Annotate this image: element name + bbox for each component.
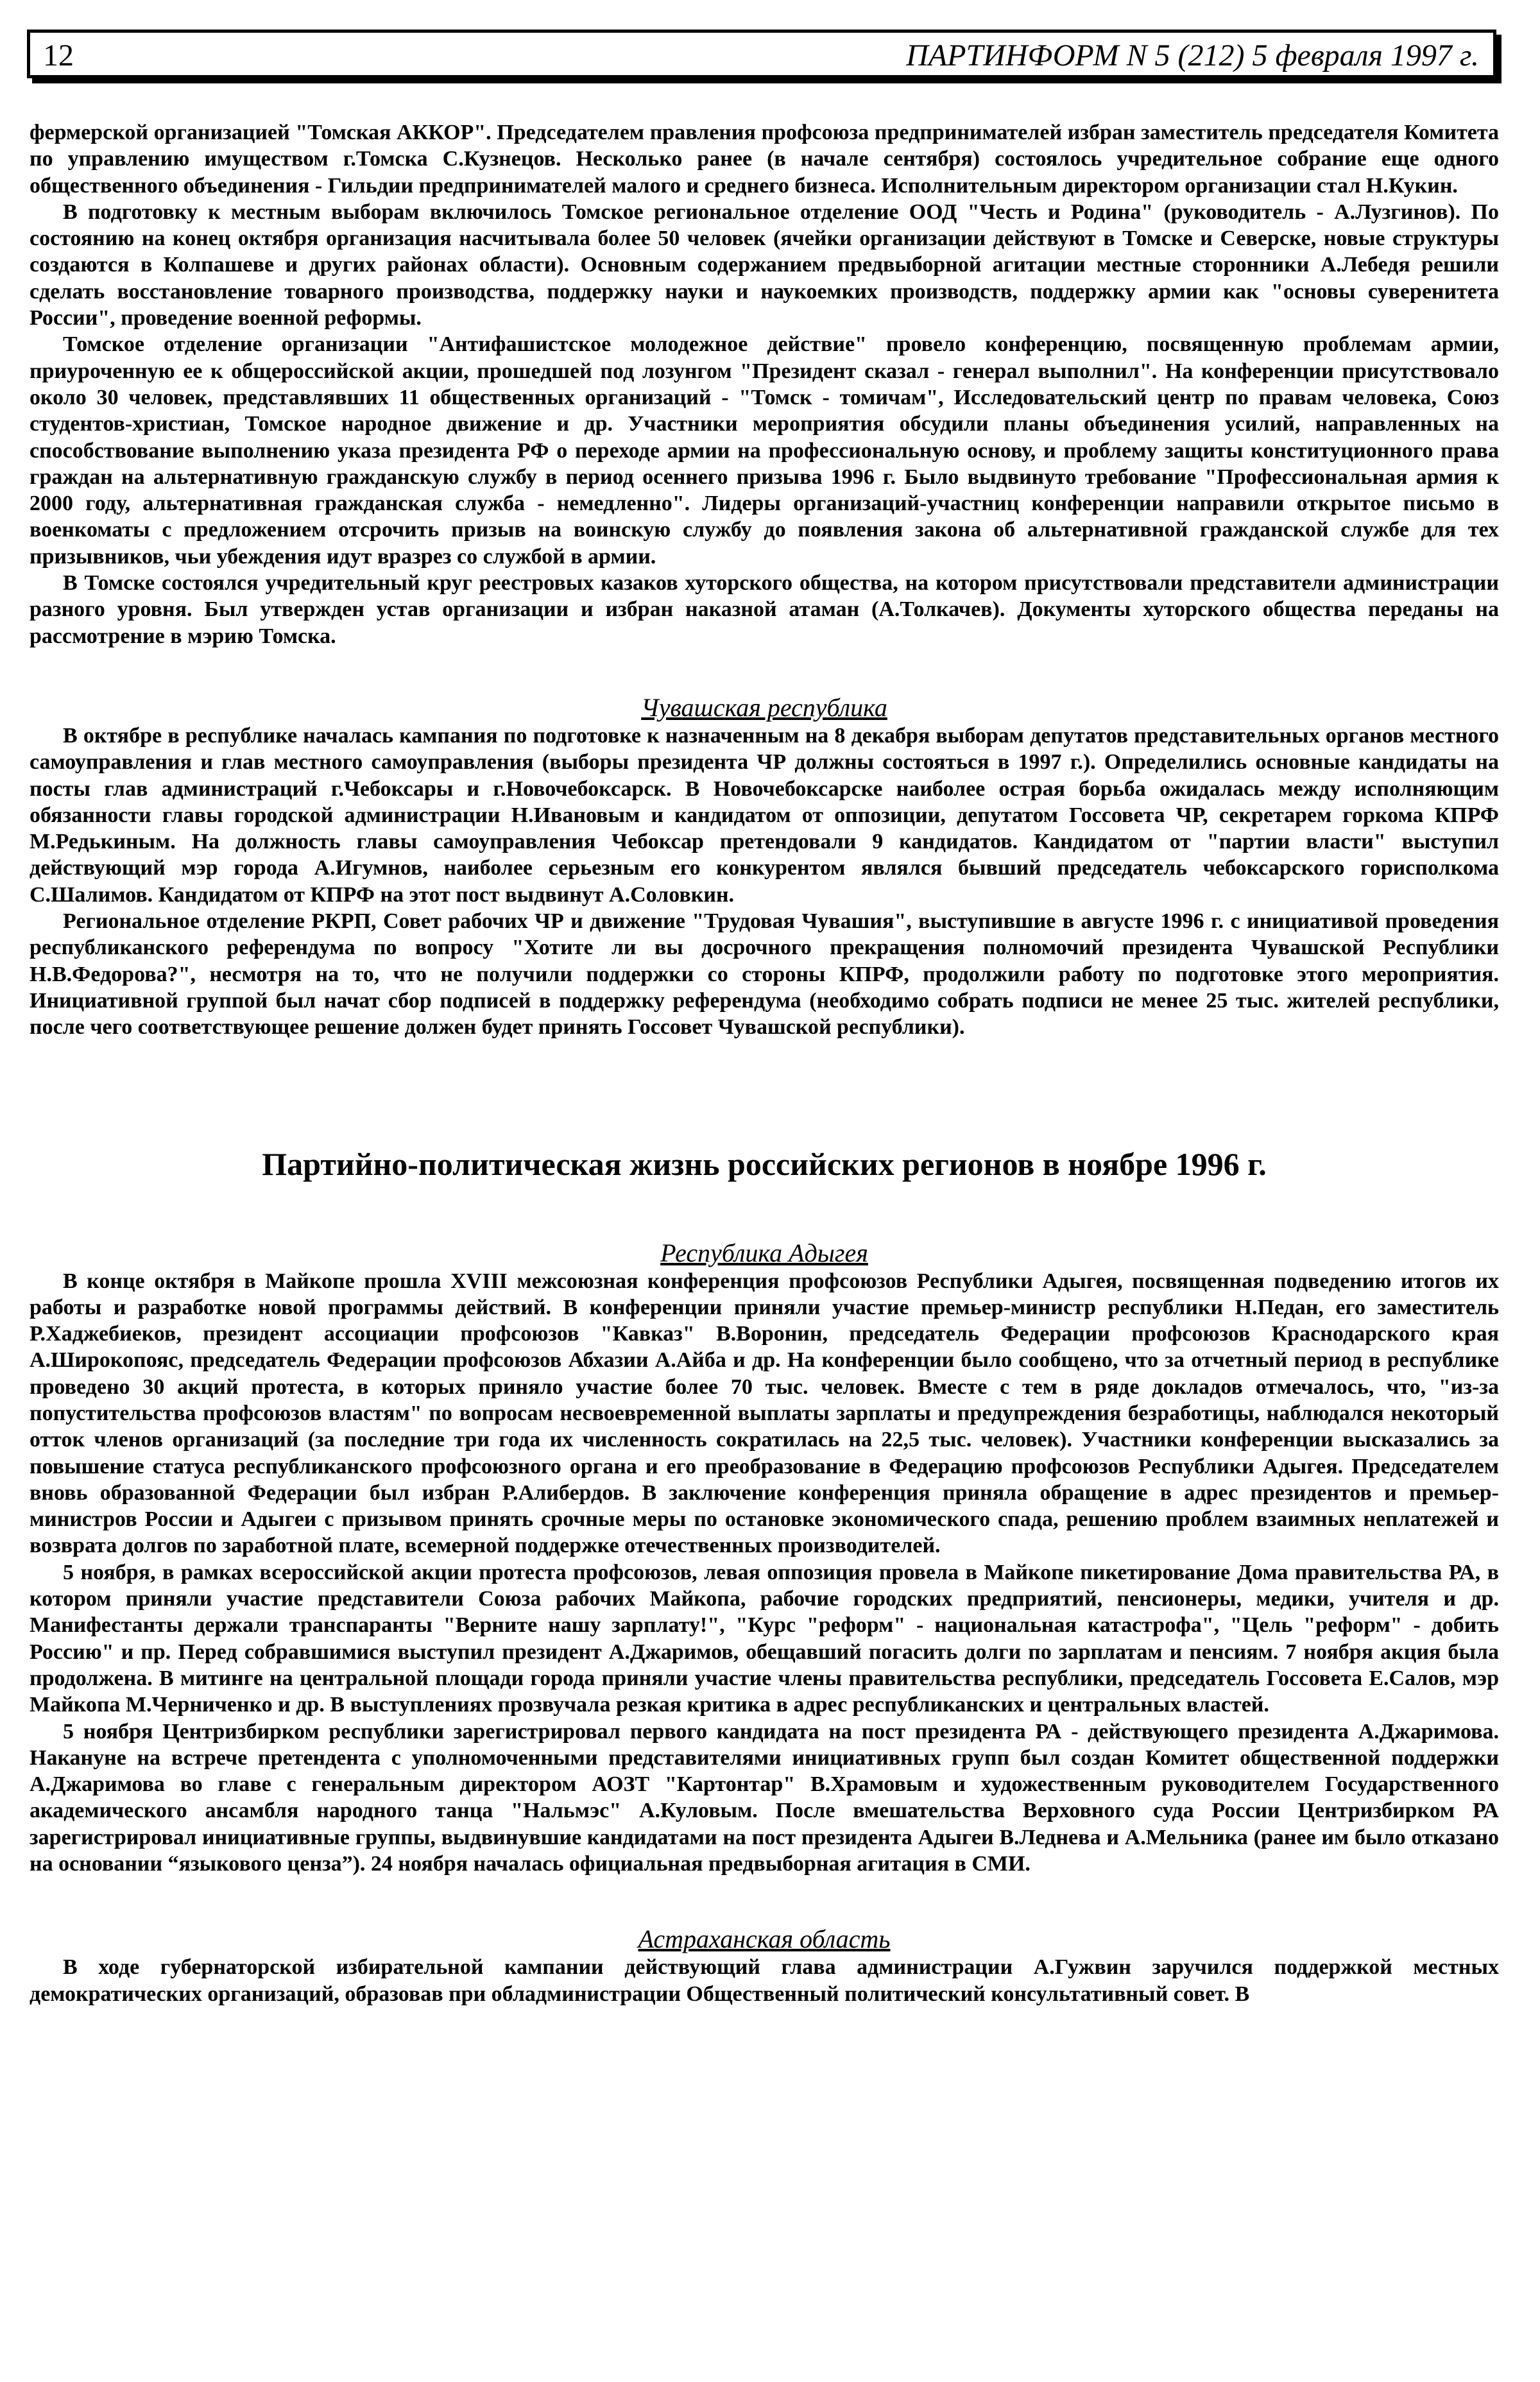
paragraph: 5 ноября, в рамках всероссийской акции протеста профсоюзов, левая оппозиция провела в Майкопе пикетирование Дома правительства РА, в котором приняли участие представители Союза рабочих Майкопа, рабочие городских предприятий, пенсионеры, медики, учителя и др. Манифестанты держали транспаранты "Верните нашу зарплату!", "Курс "реформ" - национальная катастрофа", "Цель "реформ" - добить Россию" и пр. Перед собравшимися выступил президент А.Джаримов, обещавший погасить долги по зарплатам и пенсиям. 7 ноября акция была продолжена. В митинге на центральной площади города приняли участие члены правительства республики, председатель Госсовета Е.Салов, мэр Майкопа М.Черниченко и др. В выступлениях прозвучала резкая критика в адрес республиканских и центральных властей. — [30, 1560, 1499, 1717]
publication-title: ПАРТИНФОРМ N 5 (212) 5 февраля 1997 г. — [906, 39, 1479, 73]
paragraph: фермерской организацией "Томская АККОР". Председателем правления профсоюза предпринимателей избран заместитель председателя Комитета по управлению имуществом г.Томска С.Кузнецов. Несколько ранее (в начале сентября) состоялось учредительное собрание еще одного общественного объединения - Гильдии предпринимателей малого и среднего бизнеса. Исполнительным директором организации стал Н.Кукин. — [30, 121, 1499, 198]
article-body — [30, 119, 1499, 2007]
paragraph: В ходе губернаторской избирательной кампании действующий глава администрации А.Гужвин заручился поддержкой местных демократических организаций, образовав при обладминистрации Общественный политический консультативный совет. В — [30, 1955, 1499, 2006]
section-title-adygea: Республика Адыгея — [660, 1238, 868, 1267]
paragraph: Томское отделение организации "Антифашистское молодежное действие" провело конференцию, посвященную проблемам армии, приуроченную ее к общероссийской акции, прошедшей под лозунгом "Президент сказал - генерал выполнил". На конференции присутствовало около 30 человек, представлявших 11 общественных организаций - "Томск - томичам", Исследовательский центр по правам человека, Союз студентов-христиан, Томское народное движение и др. Участники мероприятия обсудили планы объединения усилий, направленных на способствование выполнению указа президента РФ о переходе армии на профессиональную основу, и проблему защиты конституционного права граждан на альтернативную гражданскую службу в период осеннего призыва 1996 г. Было выдвинуто требование "Профессиональная армия к 2000 году, альтернативная гражданская служба - немедленно". Лидеры организаций-участниц конференции направили открытое письмо в военкоматы с предложением отсрочить призыв на воинскую службу до появления закона об альтернативной гражданской службе для тех призывников, чьи убеждения идут вразрез со службой в армии. — [30, 332, 1499, 569]
paragraph: Региональное отделение РКРП, Совет рабочих ЧР и движение "Трудовая Чувашия", выступившие в августе 1996 г. с инициативой проведения республиканского референдума по вопросу "Хотите ли вы досрочного прекращения полномочий президента Чувашской Республики Н.В.Федорова?", несмотря на то, что не получили поддержки со стороны КПРФ, продолжили работу по подготовке этого мероприятия. Инициативной группой был начат сбор подписей в поддержку референдума (необходимо собрать подписи не менее 25 тыс. жителей республики, после чего соответствующее решение должен будет принять Госсовет Чувашской республики). — [30, 909, 1499, 1040]
paragraph: В конце октября в Майкопе прошла XVIII межсоюзная конференция профсоюзов Республики Адыгея, посвященная подведению итогов их работы и разработке новой программы действий. В конференции приняли участие премьер-министр республики Н.Педан, его заместитель Р.Хаджебиеков, президент ассоциации профсоюзов "Кавказ" В.Воронин, председатель Федерации профсоюзов Краснодарского края А.Широкопояс, председатель Федерации профсоюзов Абхазии А.Айба и др. На конференции было сообщено, что за отчетный период в республике проведено 30 акций протеста, в которых приняло участие более 70 тыс. человек. Вместе с тем в ряде докладов отмечалось, что, "из-за попустительства профсоюзов властям" по вопросам несвоевременной выплаты зарплаты и предупреждения безработицы, наблюдался некоторый отток членов организаций (за последние три года их численность сократилась на 22,5 тыс. человек). Участники конференции высказались за повышение статуса республиканского профсоюзного органа и его преобразование в Федерацию профсоюзов Республики Адыгея. Председателем вновь образованной Федерации был избран Р.Алибердов. В заключение конференция приняла обращение в адрес президентов и премьер-министров России и Адыгеи с призывом принять срочные меры по остановке экономического спада, решению проблем взаимных неплатежей и возврата долгов по заработной плате, всемерной поддержке отечественных производителей. — [30, 1269, 1499, 1558]
paragraph: В октябре в республике началась кампания по подготовке к назначенным на 8 декабря выборам депутатов представительных органов местного самоуправления и глав местного самоуправления (выборы президента ЧР должны состояться в 1997 г.). Определились основные кандидаты на посты глав администраций г.Чебоксары и г.Новочебоксарск. В Новочебоксарске наиболее острая борьба ожидалась между исполняющим обязанности главы городской администрации Н.Ивановым и кандидатом от оппозиции, депутатом Госсовета ЧР, секретарем горкома КПРФ М.Редькиным. На должность главы самоуправления Чебоксар претендовали 9 кандидатов. Кандидатом от "партии власти" выступил действующий мэр города А.Игумнов, наиболее серьезным его конкурентом являлся бывший председатель чебоксарского горисполкома С.Шалимов. Кандидатом от КПРФ на этот пост выдвинут А.Соловкин. — [30, 723, 1499, 907]
section-title-astrakhan: Астраханская область — [638, 1924, 891, 1954]
page-header — [27, 30, 1496, 78]
page — [23, 23, 1510, 2359]
main-heading: Партийно-политическая жизнь российских регионов в ноябре 1996 г. — [262, 1145, 1267, 1182]
section-title-chuvash: Чувашская республика — [641, 692, 887, 722]
paragraph: В подготовку к местным выборам включилось Томское региональное отделение ООД "Честь и Родина" (руководитель - А.Лузгинов). По состоянию на конец октября организация насчитывала более 50 человек (ячейки организации действуют в Томске и Северске, новые структуры создаются в Колпашеве и других районах области). Основным содержанием предвыборной агитации местные сторонники А.Лебедя решили сделать восстановление товарного производства, поддержку науки и наукоемких производств, поддержку армии как "основы суверенитета России", проведение военной реформы. — [30, 200, 1499, 330]
page-number: 12 — [43, 39, 74, 73]
paragraph: В Томске состоялся учредительный круг реестровых казаков хуторского общества, на котором присутствовали представители администрации разного уровня. Был утвержден устав организации и избран наказной атаман (А.Толкачев). Документы хуторского общества переданы на рассмотрение в мэрию Томска. — [30, 571, 1499, 648]
paragraph: 5 ноября Центризбирком республики зарегистрировал первого кандидата на пост президента РА - действующего президента А.Джаримова. Накануне на встрече претендента с уполномоченными представителями инициативных групп был создан Комитет общественной поддержки А.Джаримова во главе с генеральным директором АОЗТ "Картонтар" В.Храмовым и художественным руководителем Государственного академического ансамбля народного танца "Нальмэс" А.Куловым. После вмешательства Верховного суда России Центризбирком РА зарегистрировал инициативные группы, выдвинувшие кандидатами на пост президента Адыгеи В.Леднева и А.Мельника (ранее им было отказано на основании “языкового ценза”). 24 ноября началась официальная предвыборная агитация в СМИ. — [30, 1719, 1499, 1876]
